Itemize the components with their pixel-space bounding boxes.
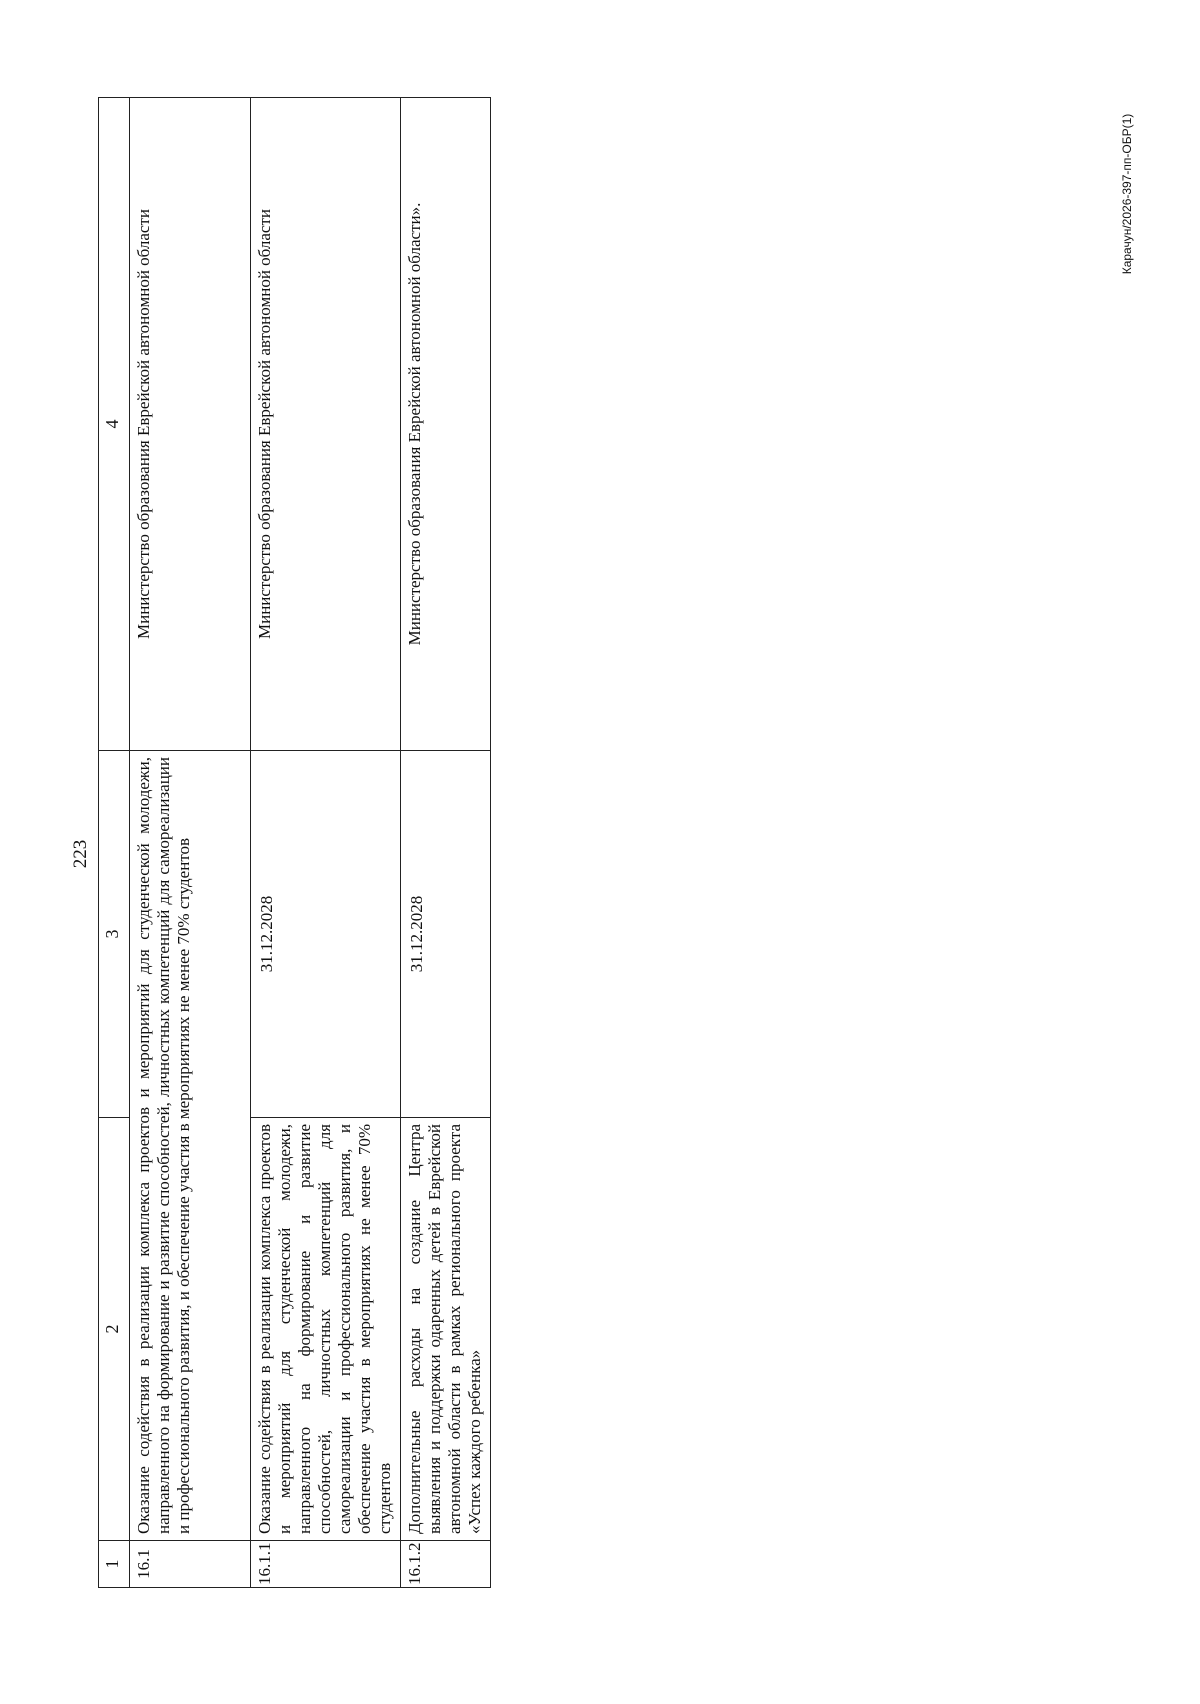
measures-table-wrapper [98,97,491,1588]
row-executor: Министерство образования Еврейской автономной области». [401,98,491,751]
document-id: Карачун/2026-397-пп-ОБР(1) [1120,113,1134,275]
row-executor: Министерство образования Еврейской автономной области [251,98,401,751]
row-number: 16.1.2 [401,1541,491,1588]
measures-table [98,97,491,1588]
row-description: Оказание содействия в реализации комплекса проектов и мероприятий для студенческой молодежи, направленного на формирование и развитие способностей, личностных компетенций для самореализации и профессионального развития, и обеспечение участия в мероприятиях не менее 70% студентов [130,751,251,1541]
row-description: Оказание содействия в реализации комплекса проектов и мероприятий для студенческой молодежи, направленного на формирование и развитие способностей, личностных компетенций для самореализации и профессионального развития, и обеспечение участия в мероприятиях не менее 70% студентов [251,1118,401,1541]
header-col-1: 1 [99,1541,130,1588]
row-description: Дополнительные расходы на создание Центра выявления и поддержки одаренных детей в Еврейской автономной области в рамках регионального проекта «Успех каждого ребенка» [401,1118,491,1541]
row-date: 31.12.2028 [251,751,401,1118]
row-number: 16.1 [130,1541,251,1588]
page-number: 223 [70,839,91,869]
header-col-3: 3 [99,751,130,1118]
row-date: 31.12.2028 [401,751,491,1118]
table-row [401,98,491,1588]
table-header-row [99,98,130,1588]
header-col-2: 2 [99,1118,130,1541]
table-row [130,98,251,1588]
table-row [251,98,401,1588]
row-number: 16.1.1 [251,1541,401,1588]
row-executor: Министерство образования Еврейской автономной области [130,98,251,751]
header-col-4: 4 [99,98,130,751]
